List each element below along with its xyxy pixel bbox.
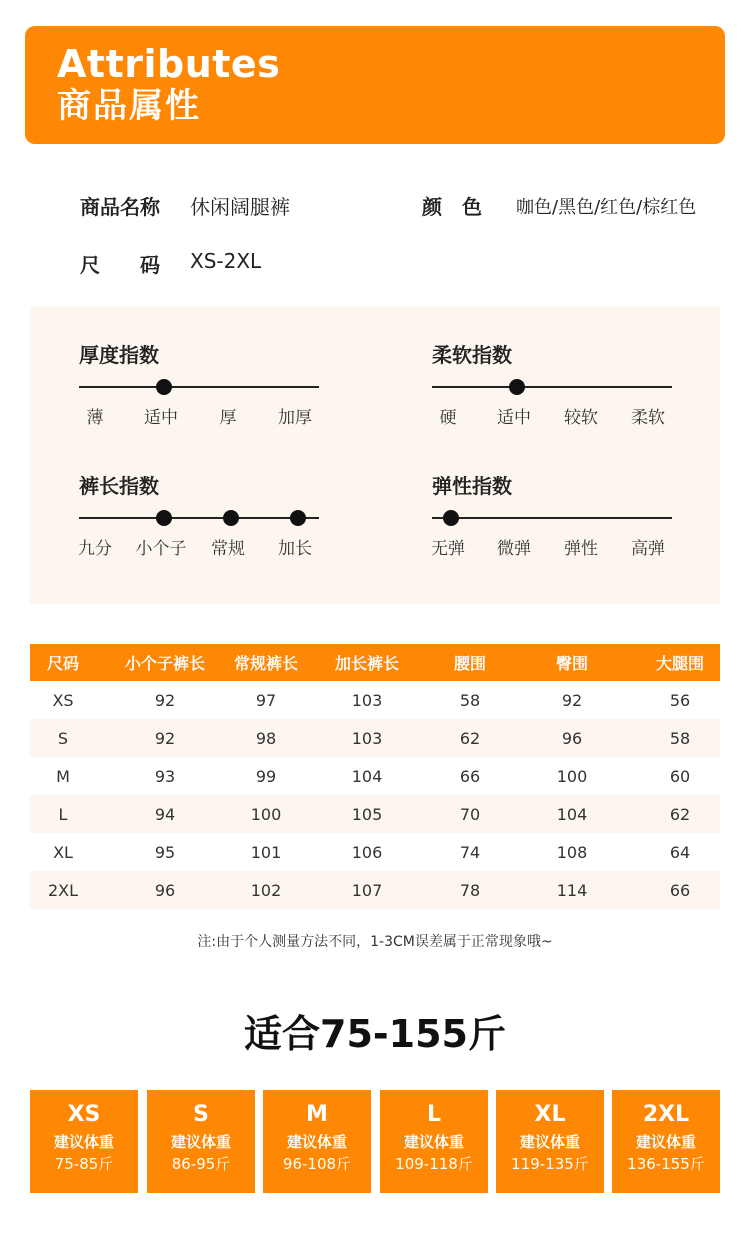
weight-card-label: 建议体重 (519, 1133, 580, 1151)
elasticity-index-scale-line (432, 517, 672, 519)
fit-weight-title: 适合75-155斤 (244, 1012, 506, 1056)
table-cell: S (30, 719, 96, 757)
table-cell: 94 (96, 795, 234, 833)
thickness-index-option: 适中 (144, 408, 178, 428)
table-cell: 100 (234, 795, 298, 833)
table-cell: 105 (298, 795, 436, 833)
table-row (30, 833, 720, 871)
length-index-selected-dot (290, 510, 306, 526)
weight-card-size: M (306, 1102, 328, 1127)
softness-index-option: 较软 (564, 408, 598, 428)
table-cell: 96 (504, 719, 640, 757)
weight-card (380, 1090, 488, 1193)
weight-card-label: 建议体重 (286, 1133, 347, 1151)
weight-card (263, 1090, 371, 1193)
size-table-header-cell: 小个子裤长 (96, 644, 234, 681)
table-cell: 97 (255, 690, 277, 710)
size-table-header-cell: 腰围 (436, 644, 504, 681)
table-cell: 106 (351, 842, 383, 862)
weight-card-label: 建议体重 (403, 1133, 464, 1151)
length-index-option: 九分 (78, 539, 112, 559)
table-row (30, 719, 720, 757)
index-panel (30, 306, 720, 604)
table-cell: 104 (351, 766, 383, 786)
table-row (30, 757, 720, 795)
elasticity-index-option: 微弹 (497, 539, 531, 559)
banner-title-en: Attributes (57, 42, 281, 86)
product-size-value: XS-2XL (190, 249, 262, 273)
table-cell: 56 (669, 690, 691, 710)
weight-card-range: 75-85斤 (54, 1155, 114, 1173)
softness-index-scale-line (432, 386, 672, 388)
table-cell: 2XL (30, 871, 96, 909)
table-cell: 92 (561, 690, 583, 710)
weight-card-size: XS (67, 1102, 101, 1127)
table-cell: 114 (504, 871, 640, 909)
attributes-banner (25, 26, 725, 144)
table-cell: 100 (556, 766, 588, 786)
table-cell: XL (53, 842, 73, 862)
size-table-header-cell: 尺码 (30, 644, 96, 681)
elasticity-index-option: 无弹 (431, 539, 465, 559)
weight-card-range: 96-108斤 (282, 1155, 352, 1173)
size-table-header-cell: 臀围 (504, 644, 640, 681)
table-cell: 95 (154, 842, 176, 862)
weight-card-range: 136-155斤 (627, 1155, 705, 1173)
length-index-option: 加长 (278, 539, 312, 559)
table-cell: 107 (298, 871, 436, 909)
weight-card-range: 109-118斤 (395, 1155, 473, 1173)
softness-index-option: 柔软 (631, 408, 665, 428)
product-name-label: 商品名称 (80, 195, 160, 219)
table-cell: 64 (669, 842, 691, 862)
table-cell: 62 (640, 795, 720, 833)
table-cell: 92 (154, 690, 176, 710)
weight-card-range: 86-95斤 (171, 1155, 231, 1173)
thickness-index-option: 薄 (86, 408, 104, 428)
length-index-selected-dot (156, 510, 172, 526)
banner-title-cn: 商品属性 (57, 86, 201, 126)
size-table-header-cell: 常规裤长 (234, 644, 298, 681)
table-cell: 66 (640, 871, 720, 909)
softness-index-title: 柔软指数 (432, 343, 512, 367)
table-cell: 96 (96, 871, 234, 909)
table-cell: 103 (351, 690, 383, 710)
thickness-index-option: 厚 (219, 408, 237, 428)
table-cell: 98 (234, 719, 298, 757)
weight-card-size: XL (534, 1102, 566, 1127)
size-table (30, 644, 720, 909)
product-size-label: 尺 码 (80, 253, 160, 277)
size-table-header-cell: 加长裤长 (298, 644, 436, 681)
table-cell: 60 (669, 766, 691, 786)
table-row (30, 681, 720, 719)
elasticity-index-option: 弹性 (564, 539, 598, 559)
table-cell: 70 (436, 795, 504, 833)
thickness-index-title: 厚度指数 (79, 343, 159, 367)
table-cell: 108 (556, 842, 588, 862)
length-index-option: 小个子 (135, 539, 187, 559)
softness-index-option: 硬 (439, 408, 457, 428)
weight-card (147, 1090, 255, 1193)
table-cell: 102 (234, 871, 298, 909)
table-cell: 78 (436, 871, 504, 909)
size-table-header-cell: 大腿围 (640, 644, 720, 681)
weight-card-size: 2XL (642, 1102, 690, 1127)
table-cell: XS (52, 690, 74, 710)
weight-card (496, 1090, 604, 1193)
elasticity-index-option: 高弹 (631, 539, 665, 559)
weight-card-size: S (193, 1102, 209, 1127)
table-cell: 101 (250, 842, 282, 862)
softness-index-option: 适中 (497, 408, 531, 428)
weight-card (30, 1090, 138, 1193)
table-row (30, 871, 720, 909)
table-cell: 93 (154, 766, 176, 786)
table-cell: 92 (96, 719, 234, 757)
length-index-option: 常规 (211, 539, 245, 559)
weight-card-label: 建议体重 (635, 1133, 696, 1151)
table-cell: 104 (504, 795, 640, 833)
thickness-index-selected-dot (156, 379, 172, 395)
table-cell: L (30, 795, 96, 833)
thickness-index-scale-line (79, 386, 319, 388)
table-cell: 62 (436, 719, 504, 757)
product-color-label: 颜 色 (422, 195, 482, 219)
measurement-note: 注:由于个人测量方法不同，1-3CM误差属于正常现象哦~ (197, 934, 553, 950)
elasticity-index-selected-dot (443, 510, 459, 526)
table-cell: 58 (640, 719, 720, 757)
table-cell: 58 (459, 690, 481, 710)
weight-card-label: 建议体重 (170, 1133, 231, 1151)
softness-index-selected-dot (509, 379, 525, 395)
product-color-value: 咖色/黑色/红色/棕红色 (516, 197, 697, 218)
product-name-value: 休闲阔腿裤 (190, 195, 290, 219)
weight-card-range: 119-135斤 (511, 1155, 589, 1173)
table-cell: 66 (459, 766, 481, 786)
thickness-index-option: 加厚 (278, 408, 312, 428)
table-cell: M (56, 766, 70, 786)
table-cell: 99 (255, 766, 277, 786)
size-table-header (30, 644, 720, 681)
table-cell: 103 (298, 719, 436, 757)
elasticity-index-title: 弹性指数 (432, 474, 512, 498)
table-cell: 74 (459, 842, 481, 862)
table-row (30, 795, 720, 833)
length-index-scale-line (79, 517, 319, 519)
length-index-selected-dot (223, 510, 239, 526)
length-index-title: 裤长指数 (79, 474, 159, 498)
weight-card-label: 建议体重 (53, 1133, 114, 1151)
weight-card (612, 1090, 720, 1193)
weight-card-size: L (426, 1102, 442, 1127)
